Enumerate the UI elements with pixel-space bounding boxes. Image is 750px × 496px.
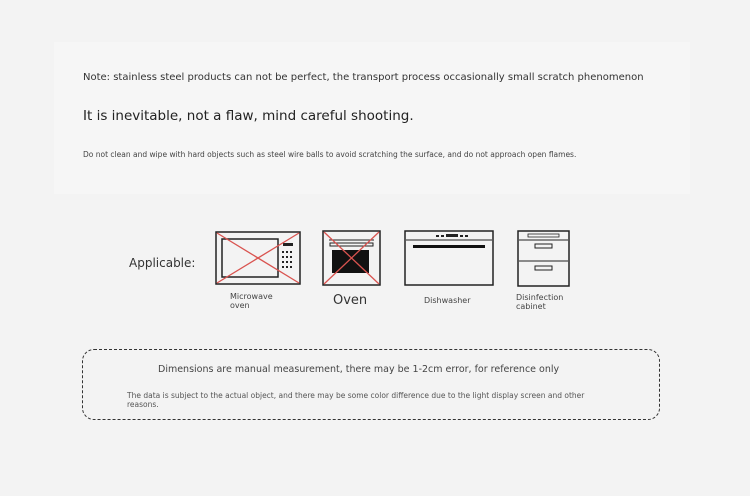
dimensions-notice [82, 349, 660, 420]
note-line-1: Note: stainless steel products can not be perfect, the transport process occasionally small scratch phenomenon [83, 72, 644, 83]
disinfection-cabinet-icon [517, 230, 570, 287]
caption-disinfection-cabinet: Disinfection cabinet [516, 293, 564, 311]
caption-microwave-oven: Microwave oven [230, 292, 273, 310]
note-panel [54, 42, 690, 194]
applicable-label: Applicable: [129, 256, 196, 270]
note-line-3: Do not clean and wipe with hard objects such as steel wire balls to avoid scratching the surface, and do not approach open flames. [83, 150, 577, 159]
oven-icon [322, 230, 381, 286]
dimensions-line-2: The data is subject to the actual object, and there may be some color difference due to the light display screen and other reasons. [127, 391, 585, 409]
dimensions-line-1: Dimensions are manual measurement, there may be 1-2cm error, for reference only [158, 364, 560, 375]
caption-oven: Oven [333, 293, 368, 308]
dishwasher-icon [404, 230, 494, 286]
microwave-oven-icon [215, 231, 301, 285]
note-line-2: It is inevitable, not a flaw, mind careful shooting. [83, 108, 414, 124]
caption-dishwasher: Dishwasher [424, 296, 471, 305]
